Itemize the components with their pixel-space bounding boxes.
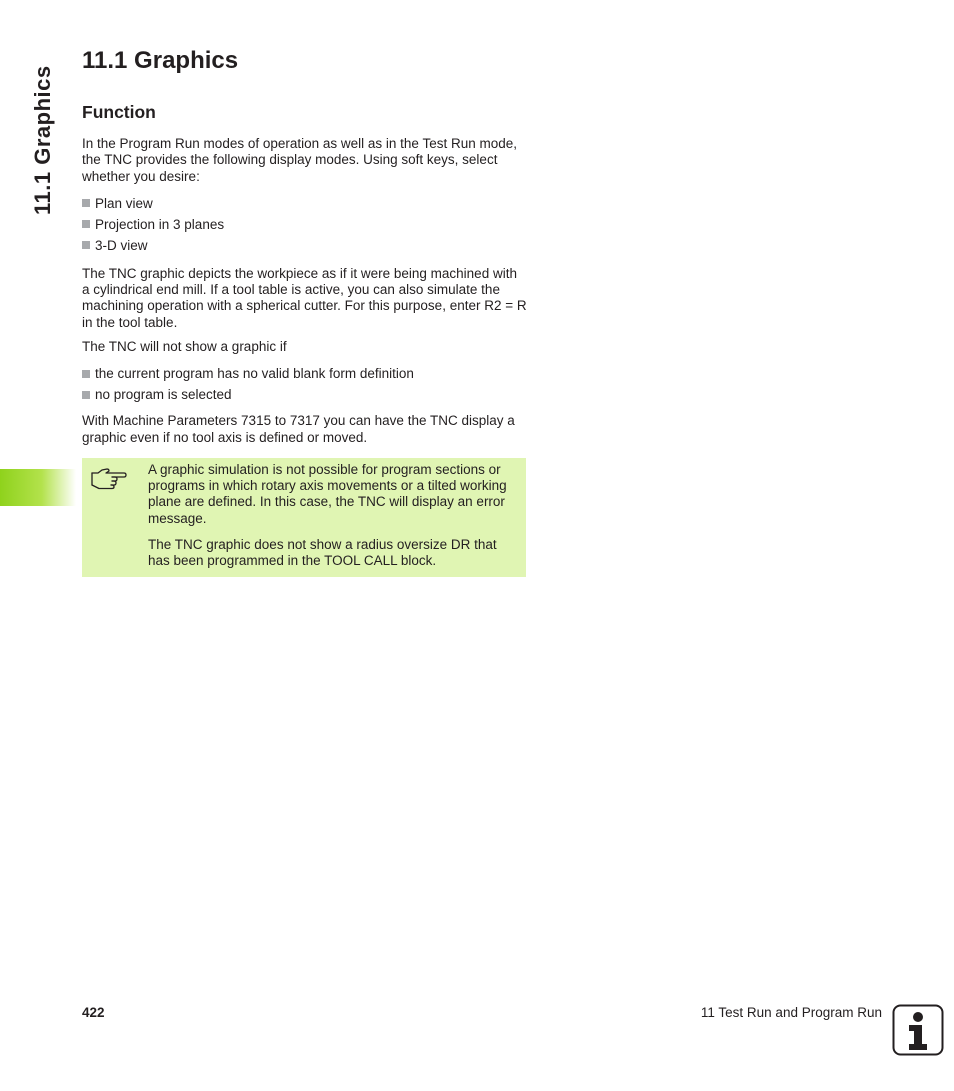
list-item	[82, 363, 527, 384]
note-paragraph: The TNC graphic does not show a radius oversize DR that has been programmed in the TOOL CALL block.	[148, 536, 497, 568]
list-item-label: the current program has no valid blank form definition	[95, 366, 414, 382]
list-item-label: Projection in 3 planes	[95, 216, 225, 232]
list-item-label: no program is selected	[95, 387, 232, 403]
machine-params-paragraph: With Machine Parameters 7315 to 7317 you can have the TNC display a graphic even if no tool axis is defined or moved.	[82, 413, 515, 445]
list-item	[82, 235, 527, 256]
display-modes-list	[82, 193, 527, 256]
bullet-square-icon	[82, 199, 90, 207]
bullet-square-icon	[82, 370, 90, 378]
bullet-square-icon	[82, 220, 90, 228]
no-graphic-conditions-list	[82, 363, 527, 405]
section-title: 11.1 Graphics	[82, 47, 239, 74]
section-subtitle: Function	[82, 102, 156, 122]
bullet-square-icon	[82, 241, 90, 249]
list-item-label: 3-D view	[95, 237, 148, 253]
info-icon	[892, 1004, 944, 1056]
note-paragraph: A graphic simulation is not possible for program sections or programs in which rotary axis movements or a tilted working plane are defined. In this case, the TNC will display an error message.	[148, 461, 507, 526]
page-number: 422	[82, 1005, 105, 1020]
depiction-paragraph: The TNC graphic depicts the workpiece as if it were being machined with a cylindrical end mill. If a tool table is active, you can also simulate the machining operation with a spherical cutter. For this purpose, enter R2 = R in the tool table.	[82, 265, 527, 330]
list-item	[82, 214, 527, 235]
list-item	[82, 384, 527, 405]
page-content	[82, 44, 527, 577]
list-item	[82, 193, 527, 214]
bullet-square-icon	[82, 391, 90, 399]
footer-chapter-title: 11 Test Run and Program Run	[700, 1005, 882, 1020]
chapter-tab-marker	[0, 469, 76, 506]
pointing-hand-icon	[90, 466, 128, 490]
note-box	[82, 458, 526, 577]
intro-paragraph: In the Program Run modes of operation as well as in the Test Run mode, the TNC provides the following display modes. Using soft keys, select whether you desire:	[82, 136, 517, 184]
no-graphic-intro: The TNC will not show a graphic if	[82, 339, 287, 355]
side-chapter-title: 11.1 Graphics	[30, 65, 55, 215]
list-item-label: Plan view	[95, 195, 153, 211]
